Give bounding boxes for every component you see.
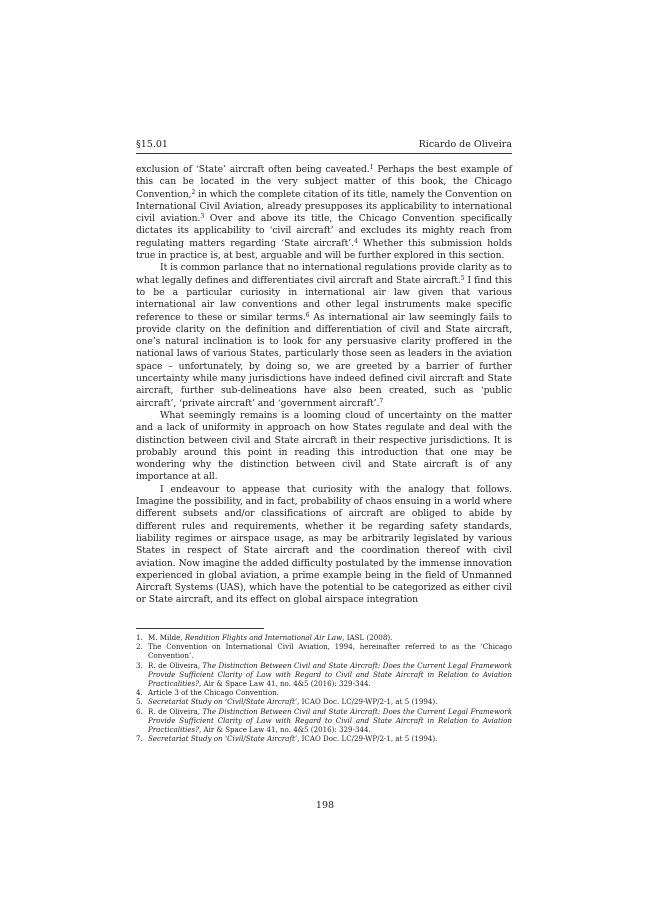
- footnote-marker: 3: [200, 213, 205, 221]
- footnotes: [136, 633, 512, 743]
- footnote-text: M. Milde,: [148, 633, 185, 642]
- text-run: It is common parlance that no international regulations provide clarity as to what legally defines and differentiates civil aircraft and State aircraft.: [136, 262, 512, 286]
- footnote-marker: 2: [191, 188, 196, 196]
- citation-title: Rendition Flights and International Air Law: [184, 633, 343, 642]
- text-run: Perhaps the best example of this can be located in the very subject matter of this book, the Chicago Convention,: [136, 164, 513, 200]
- footnote: [136, 707, 512, 735]
- footnote-text: The Convention on International Civil Aviation, 1994, hereinafter referred to as the ‘Chicago Convention’.: [148, 642, 512, 661]
- footnote-number: 2.: [136, 642, 143, 652]
- footnote-text: , Air & Space Law 41, no. 4&5 (2016): 329-344.: [199, 679, 371, 689]
- citation-title: The Distinction Between Civil and State Aircraft: Does the Current Legal Framework Provide Sufficient Clarity of Law with Regard to Civil and State Aircraft in Relation to Aviation Practicalities?: [148, 660, 512, 689]
- footnote-text: , Air & Space Law 41, no. 4&5 (2016): 329-344.: [199, 725, 371, 735]
- footnote: [136, 734, 512, 743]
- text-run: Over and above its title, the Chicago Convention specifically dictates its applicability to ‘civil aircraft’ and excludes its mighty reach from regulating matters regarding ‘State aircraft’.: [136, 213, 513, 249]
- footnote-marker: 1: [369, 164, 374, 171]
- footnote-marker: 7: [379, 397, 384, 405]
- footnote-number: 6.: [136, 706, 143, 716]
- citation-title: Secretariat Study on ‘Civil/State Aircraft’: [148, 697, 298, 707]
- footnote-marker: 4: [354, 237, 358, 245]
- footnote-marker: 5: [460, 274, 465, 282]
- footnote-text: , ICAO Doc. LC/29-WP/2-1, at 5 (1994).: [297, 734, 438, 744]
- footnote: [136, 642, 512, 660]
- citation-title: Secretariat Study on ‘Civil/State Aircraft’: [148, 734, 298, 744]
- text-run: I find this to be a particular curiosity in international air law given that various international air law conventions and other legal instruments make specific reference to these or similar terms.: [136, 274, 512, 323]
- footnote-text: R. de Oliveira,: [148, 706, 203, 716]
- footnote: [136, 633, 512, 642]
- author-name: Ricardo de Oliveira: [418, 139, 512, 150]
- footnote: [136, 661, 512, 689]
- footnote-number: 4.: [136, 688, 143, 698]
- section-number: §15.01: [136, 139, 168, 150]
- footnote-marker: 6: [305, 311, 310, 319]
- footnote-number: 1.: [136, 633, 143, 642]
- text-run: Whether this submission holds true in practice is, at best, arguable and will be further explored in this section.: [136, 237, 512, 262]
- page-number: 198: [315, 800, 335, 811]
- paragraph: [136, 410, 512, 484]
- header-rule: [136, 153, 512, 154]
- text-run: in which the complete citation of its title, namely the Convention on International Civil Aviation, already presupposes its applicability to international civil aviation.: [136, 188, 512, 225]
- footnote-text: , ICAO Doc. LC/29-WP/2-1, at 5 (1994).: [297, 697, 438, 707]
- text-run: What seemingly remains is a looming cloud of uncertainty on the matter and a lack of uniformity in approach on how States regulate and deal with the distinction between civil and State aircraft in their respective jurisdictions. It is probably around this point in reading this introduction that one may be wondering why the distinction between civil and State aircraft is of any importance at all.: [136, 409, 512, 483]
- footnote-number: 5.: [136, 697, 143, 707]
- footnote: [136, 688, 512, 697]
- paragraph: [136, 164, 512, 262]
- paragraph: [136, 484, 512, 607]
- body-text: [136, 164, 512, 607]
- footnote-number: 7.: [136, 734, 143, 744]
- footnote: [136, 697, 512, 706]
- text-run: As international air law seemingly fails to provide clarity on the definition and differentiation of civil and State aircraft, one’s natural inclination is to look for any persuasive clarity proffered in the national laws of various States, particularly those seen as leaders in the aviation space – unfortunately, by doing so, we are greeted by a barrier of further uncertainty while many jurisdictions have indeed defined civil aircraft and State aircraft, further sub-delineations have also been created, such as ‘public aircraft’, ‘private aircraft’ and ‘government aircraft’.: [136, 311, 513, 409]
- paragraph: [136, 262, 512, 410]
- footnote-text: Article 3 of the Chicago Convention.: [148, 688, 279, 698]
- text-run: exclusion of ‘State’ aircraft often being caveated.: [136, 164, 370, 175]
- citation-title: The Distinction Between Civil and State Aircraft: Does the Current Legal Framework Provide Sufficient Clarity of Law with Regard to Civil and State Aircraft in Relation to Aviation Practicalities?: [148, 706, 512, 735]
- footnote-rule: [136, 628, 264, 629]
- footnote-text: R. de Oliveira,: [148, 660, 203, 670]
- footnote-text: , IASL (2008).: [342, 633, 393, 642]
- text-run: I endeavour to appease that curiosity with the analogy that follows. Imagine the possibility, and in fact, probability of chaos ensuing in a world where different subsets and/or classifications of aircraft are obliged to abide by different rules and requirements, whether it be regarding safety standards, liability regimes or airspace usage, as may be arbitrarily legislated by various States in respect of State aircraft and the coordination thereof with civil aviation. Now imagine the added difficulty postulated by the immense innovation experienced in global aviation, a prime example being in the field of Unmanned Aircraft Systems (UAS), which have the potential to be categorized as either civil or State aircraft, and its effect on global airspace integration: [136, 483, 512, 606]
- footnote-number: 3.: [136, 660, 143, 670]
